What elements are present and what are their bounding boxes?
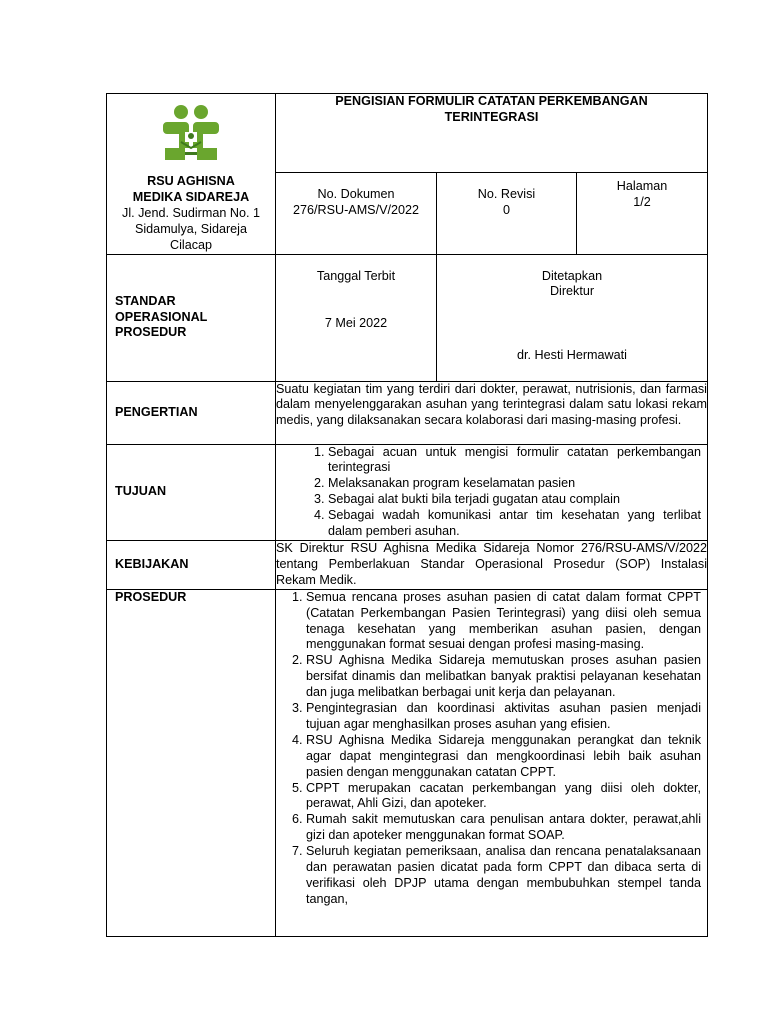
prosedur-item: 1. Semua rencana proses asuhan pasien di catat dalam format CPPT (Catatan Perkembangan Pasien Terintegrasi) yang diisi oleh semua tenaga kesehatan yang memberikan asuhan pasien, dengan menggunakan format sesuai dengan profesi masing-masing.	[306, 590, 701, 654]
tujuan-list	[276, 445, 701, 540]
hospital-address	[107, 206, 275, 254]
tujuan-item: 2. Melaksanakan program keselamatan pasien	[328, 476, 701, 492]
sop-label-cell	[107, 254, 276, 381]
sop-label-line1: STANDAR	[115, 293, 176, 308]
approver-title: Direktur	[549, 284, 595, 299]
tujuan-item: 3. Sebagai alat bukti bila terjadi gugatan atau complain	[328, 492, 701, 508]
hospital-name-line2: MEDIKA SIDAREJA	[132, 189, 250, 204]
prosedur-cell	[276, 589, 708, 936]
tujuan-item: 1. Sebagai acuan untuk mengisi formulir catatan perkembangan terintegrasi	[328, 445, 701, 477]
revision-label: No. Revisi	[477, 187, 536, 202]
issue-date-cell	[276, 254, 437, 381]
pengertian-label: PENGERTIAN	[107, 381, 276, 444]
tujuan-item: 4. Sebagai wadah komunikasi antar tim kesehatan yang terlibat dalam pemberi asuhan.	[328, 508, 701, 540]
hospital-logo-icon	[159, 102, 223, 166]
address-line2: Sidamulya, Sidareja	[134, 221, 247, 236]
document-number-cell	[276, 173, 437, 254]
page-label: Halaman	[616, 179, 668, 194]
prosedur-item: 3. Pengintegrasian dan koordinasi aktivitas asuhan pasien menjadi tujuan agar menghasilkan proses asuhan yang efisien.	[306, 701, 701, 733]
sop-label-line3: PROSEDUR	[115, 325, 187, 340]
hospital-name-line1: RSU AGHISNA	[147, 174, 235, 188]
address-line3: Cilacap	[170, 237, 212, 252]
issue-date-value: 7 Mei 2022	[324, 316, 388, 331]
prosedur-item: 7. Seluruh kegiatan pemeriksaan, analisa dan rencana penatalaksanaan dan perawatan pasien dicatat pada form CPPT dan dibaca serta di verifikasi oleh DPJP utama dengan membubuhkan stempel tanda tangan,	[306, 844, 701, 908]
document-title-line2: TERINTEGRASI	[444, 109, 539, 124]
revision-cell	[437, 173, 577, 254]
sop-label-line2: OPERASIONAL	[115, 309, 208, 324]
document-number-label: No. Dokumen	[317, 187, 395, 202]
prosedur-item: 6. Rumah sakit memutuskan cara penulisan antara dokter, perawat,ahli gizi dan apoteker menggunakan format SOAP.	[306, 812, 701, 844]
prosedur-item: 4. RSU Aghisna Medika Sidareja menggunakan perangkat dan teknik agar dapat mengintegrasi dan mengkoordinasi lebih baik asuhan pasien dengan menggunakan catatan CPPT.	[306, 733, 701, 781]
page-number-cell	[577, 173, 708, 254]
issue-date-label: Tanggal Terbit	[316, 268, 396, 283]
document-title-cell	[276, 94, 708, 173]
sop-table	[106, 93, 708, 937]
kebijakan-label: KEBIJAKAN	[107, 540, 276, 589]
hospital-identity-cell	[107, 94, 276, 255]
pengertian-text: Suatu kegiatan tim yang terdiri dari dokter, perawat, nutrisionis, dan farmasi dalam menyelenggarakan asuhan yang terintegrasi dalam satu lokasi rekam medis, yang dilaksanakan secara kolaborasi dari masing-masing profesi.	[276, 381, 708, 444]
revision-value: 0	[502, 203, 510, 218]
approved-by-label: Ditetapkan	[541, 268, 603, 283]
director-name: dr. Hesti Hermawati	[517, 348, 627, 363]
document-number-value: 276/RSU-AMS/V/2022	[293, 203, 419, 218]
hospital-name	[107, 174, 275, 206]
address-line1: Jl. Jend. Sudirman No. 1	[122, 205, 260, 220]
kebijakan-text: SK Direktur RSU Aghisna Medika Sidareja Nomor 276/RSU-AMS/V/2022 tentang Pemberlakuan Standar Operasional Prosedur (SOP) Instalasi Rekam Medik.	[276, 540, 708, 589]
page-value: 1/2	[633, 195, 651, 210]
tujuan-label: TUJUAN	[107, 444, 276, 540]
prosedur-label: PROSEDUR	[107, 589, 276, 936]
document-title-line1: PENGISIAN FORMULIR CATATAN PERKEMBANGAN	[335, 94, 648, 108]
tujuan-cell	[276, 444, 708, 540]
prosedur-item: 2. RSU Aghisna Medika Sidareja memutuskan proses asuhan pasien bersifat dinamis dan melibatkan banyak praktisi pelayanan kesehatan dan juga melibatkan berbagai unit kerja dan pelayanan.	[306, 653, 701, 701]
prosedur-item: 5. CPPT merupakan cacatan perkembangan yang diisi oleh dokter, perawat, Ahli Gizi, dan apoteker.	[306, 781, 701, 813]
prosedur-list	[276, 590, 701, 908]
approval-cell	[437, 254, 708, 381]
